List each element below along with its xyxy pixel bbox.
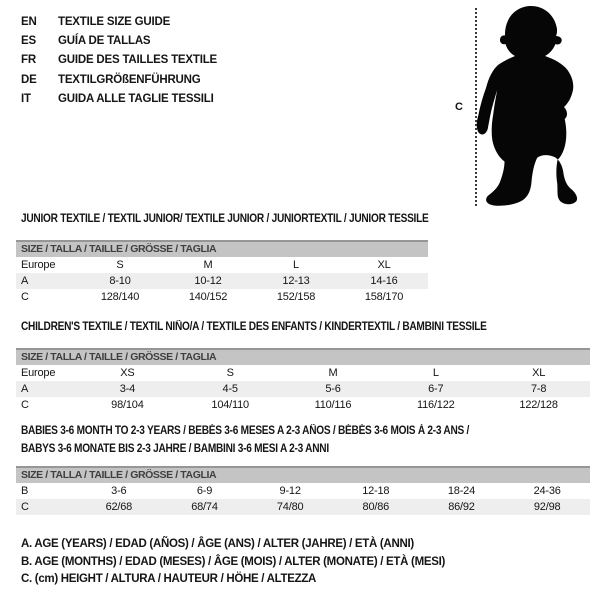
- row-label: A: [21, 275, 29, 287]
- junior-table-section: [16, 213, 428, 305]
- table-row-age: [16, 273, 428, 289]
- baby-silhouette: [474, 4, 596, 216]
- language-label: TEXTILGRÖßENFÜHRUNG: [58, 73, 201, 86]
- size-cell: 110/116: [314, 399, 352, 411]
- size-cell: L: [432, 367, 439, 379]
- size-cell: 6-7: [428, 383, 444, 395]
- language-code: EN: [21, 16, 37, 28]
- size-cell: 9-12: [279, 485, 301, 497]
- language-row-en: [21, 13, 217, 32]
- size-cell: 7-8: [530, 383, 547, 395]
- language-code: ES: [21, 35, 36, 48]
- note-line-b: B. AGE (MONTHS) / EDAD (MESES) / ÂGE (MOIS) / ALTER (MONATE) / ETÀ (MESI): [21, 555, 446, 568]
- size-cell: 3-4: [119, 383, 136, 395]
- size-cell: M: [203, 259, 213, 271]
- size-header-band: SIZE / TALLA / TAILLE / GRÖSSE / TAGLIA: [16, 241, 428, 257]
- size-cell: XS: [120, 367, 135, 379]
- children-table-title: CHILDREN'S TEXTILE / TEXTIL NIÑO/A / TEXTILE DES ENFANTS / KINDERTEXTIL / BAMBINI TESSILE: [21, 321, 487, 333]
- size-cell: 18-24: [447, 485, 476, 497]
- table-row-europe: [16, 365, 590, 381]
- row-label: Europe: [21, 367, 56, 379]
- size-cell: S: [226, 367, 234, 379]
- size-header-band: SIZE / TALLA / TAILLE / GRÖSSE / TAGLIA: [16, 467, 590, 483]
- size-cell: 152/158: [276, 291, 316, 303]
- junior-table-title: JUNIOR TEXTILE / TEXTIL JUNIOR/ TEXTILE JUNIOR / JUNIORTEXTIL / JUNIOR TESSILE: [21, 213, 429, 225]
- language-row-fr: [21, 51, 217, 70]
- size-cell: 8-10: [109, 275, 131, 287]
- language-title-list: [21, 13, 217, 109]
- language-code: IT: [21, 92, 31, 105]
- table-row-months: [16, 483, 590, 499]
- language-label: GUIDA ALLE TAGLIE TESSILI: [58, 92, 214, 105]
- size-cell: S: [116, 259, 124, 271]
- note-line-c: C. (cm) HEIGHT / ALTURA / HAUTEUR / HÖHE / ALTEZZA: [21, 573, 317, 586]
- size-cell: 62/68: [105, 501, 133, 513]
- size-cell: 10-12: [194, 275, 222, 287]
- size-header-band: SIZE / TALLA / TAILLE / GRÖSSE / TAGLIA: [16, 349, 590, 365]
- table-row-height: [16, 499, 590, 515]
- size-cell: 12-18: [362, 485, 390, 497]
- size-cell: 24-36: [533, 485, 561, 497]
- size-cell: 128/140: [100, 291, 140, 303]
- table-row-age: [16, 381, 590, 397]
- size-cell: 140/152: [188, 291, 228, 303]
- size-cell: 122/128: [519, 399, 558, 411]
- children-table-section: [16, 321, 590, 413]
- size-cell: M: [328, 367, 338, 379]
- language-code: FR: [21, 54, 36, 67]
- row-label: C: [21, 501, 29, 513]
- language-label: GUÍA DE TALLAS: [58, 35, 151, 48]
- row-label: C: [21, 399, 29, 411]
- size-cell: L: [293, 259, 299, 271]
- size-cell: 80/86: [362, 501, 390, 513]
- size-cell: 74/80: [276, 501, 304, 513]
- size-cell: 14-16: [370, 275, 398, 287]
- table-row-height: [16, 397, 590, 413]
- size-cell: 6-9: [196, 485, 213, 497]
- size-cell: 92/98: [533, 501, 561, 513]
- row-label: B: [21, 485, 29, 497]
- language-row-it: [21, 90, 217, 109]
- table-row-europe: [16, 257, 428, 273]
- babies-table-title-line1: BABIES 3-6 MONTH TO 2-3 YEARS / BEBÉS 3-6 MESES A 2-3 AÑOS / BÉBÉS 3-6 MOIS À 2-3 ANS /: [21, 425, 470, 437]
- size-cell: XL: [377, 259, 391, 271]
- size-cell: 116/122: [417, 399, 455, 411]
- legend-notes: [21, 536, 445, 589]
- size-cell: 4-5: [222, 383, 238, 395]
- babies-table-section: [16, 425, 590, 515]
- language-row-es: [21, 32, 217, 51]
- size-cell: 104/110: [211, 399, 249, 411]
- size-cell: 12-13: [282, 275, 310, 287]
- size-cell: 86/92: [448, 501, 475, 513]
- language-row-de: [21, 71, 217, 90]
- language-code: DE: [21, 73, 37, 86]
- row-label: A: [21, 383, 29, 395]
- babies-table-title-line2: BABYS 3-6 MONATE BIS 2-3 JAHRE / BAMBINI 3-6 MESI A 2-3 ANNI: [21, 443, 329, 455]
- size-cell: 98/104: [111, 399, 144, 411]
- language-label: TEXTILE SIZE GUIDE: [58, 16, 171, 28]
- children-size-table: [16, 348, 590, 413]
- row-label: C: [21, 291, 29, 303]
- language-label: GUIDE DES TAILLES TEXTILE: [58, 54, 217, 67]
- row-label: Europe: [21, 259, 56, 271]
- junior-size-table: [16, 240, 428, 305]
- table-row-height: [16, 289, 428, 305]
- size-cell: 68/74: [191, 501, 218, 513]
- size-cell: 158/170: [364, 291, 404, 303]
- babies-size-table: [16, 466, 590, 515]
- size-cell: 3-6: [111, 485, 127, 497]
- note-line-a: A. AGE (YEARS) / EDAD (AÑOS) / ÂGE (ANS) / ALTER (JAHRE) / ETÀ (ANNI): [21, 538, 414, 550]
- size-cell: 5-6: [325, 383, 341, 395]
- size-cell: XL: [532, 367, 546, 379]
- measure-label-c: C: [455, 101, 463, 113]
